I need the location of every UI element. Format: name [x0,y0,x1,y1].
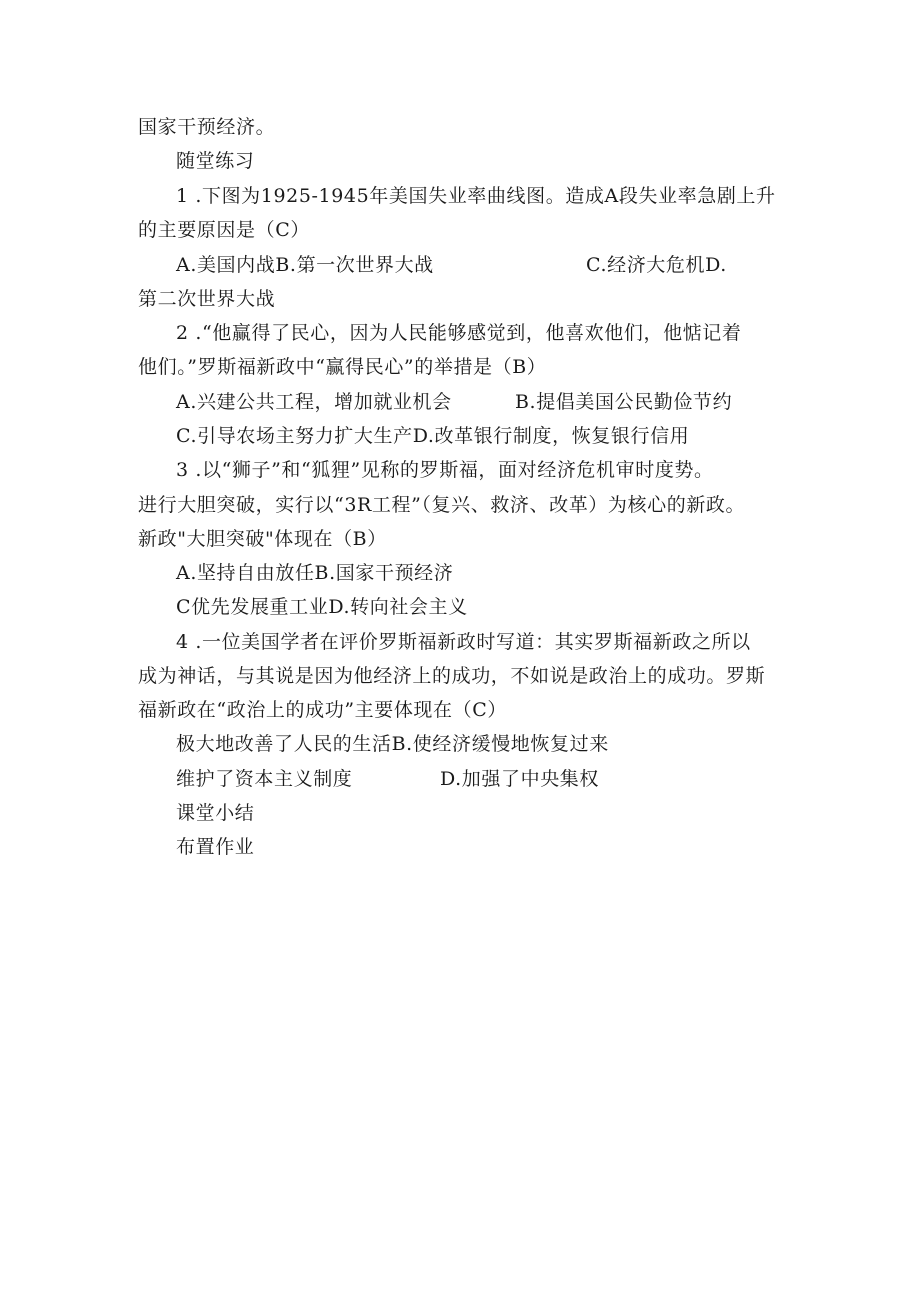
question-2-text-cont: 他们。”罗斯福新政中“赢得民心”的举措是（B） [138,356,547,378]
text-line-intro-end: 国家干预经济。 [138,116,276,138]
section-heading-homework: 布置作业 [176,836,255,858]
question-2-text: 2 .“他赢得了民心，因为人民能够感觉到，他喜欢他们，他惦记着 [176,322,742,344]
question-1-text: 1 .下图为1925-1945年美国失业率曲线图。造成A段失业率急剧上升 [176,185,776,207]
question-4-text-cont: 成为神话，与其说是因为他经济上的成功，不如说是政治上的成功。罗斯 [138,665,766,687]
question-2-option-b: B.提倡美国公民勤俭节约 [515,391,733,413]
section-heading-summary: 课堂小结 [176,802,255,824]
question-1-options-cd: C.经济大危机D. [586,254,727,276]
question-4-text-end: 福新政在“政治上的成功”主要体现在（C） [138,699,507,721]
question-1-options-ab: A.美国内战B.第一次世界大战 [176,254,434,276]
question-3-text-end: 新政"大胆突破"体现在（B） [138,528,387,550]
question-3-options-cd: C优先发展重工业D.转向社会主义 [176,596,468,618]
question-4-option-c: 维护了资本主义制度 [176,768,353,790]
section-heading-practice: 随堂练习 [176,150,255,172]
question-4-options-ab: 极大地改善了人民的生活B.使经济缓慢地恢复过来 [176,733,609,755]
question-3-options-ab: A.坚持自由放任B.国家干预经济 [176,562,454,584]
question-4-text: 4 .一位美国学者在评价罗斯福新政时写道：其实罗斯福新政之所以 [176,631,751,653]
question-4-option-d: D.加强了中央集权 [440,768,599,790]
question-3-text: 3 .以“狮子”和“狐狸”见称的罗斯福，面对经济危机审时度势。 [176,459,714,481]
question-2-options-cd: C.引导农场主努力扩大生产D.改革银行制度，恢复银行信用 [176,425,690,447]
question-3-text-cont: 进行大胆突破，实行以“3R工程”（复兴、救济、改革）为核心的新政。 [138,494,746,516]
question-1-text-cont: 的主要原因是（C） [138,219,310,241]
question-2-option-a: A.兴建公共工程，增加就业机会 [176,391,452,413]
question-1-option-d-cont: 第二次世界大战 [138,288,276,310]
